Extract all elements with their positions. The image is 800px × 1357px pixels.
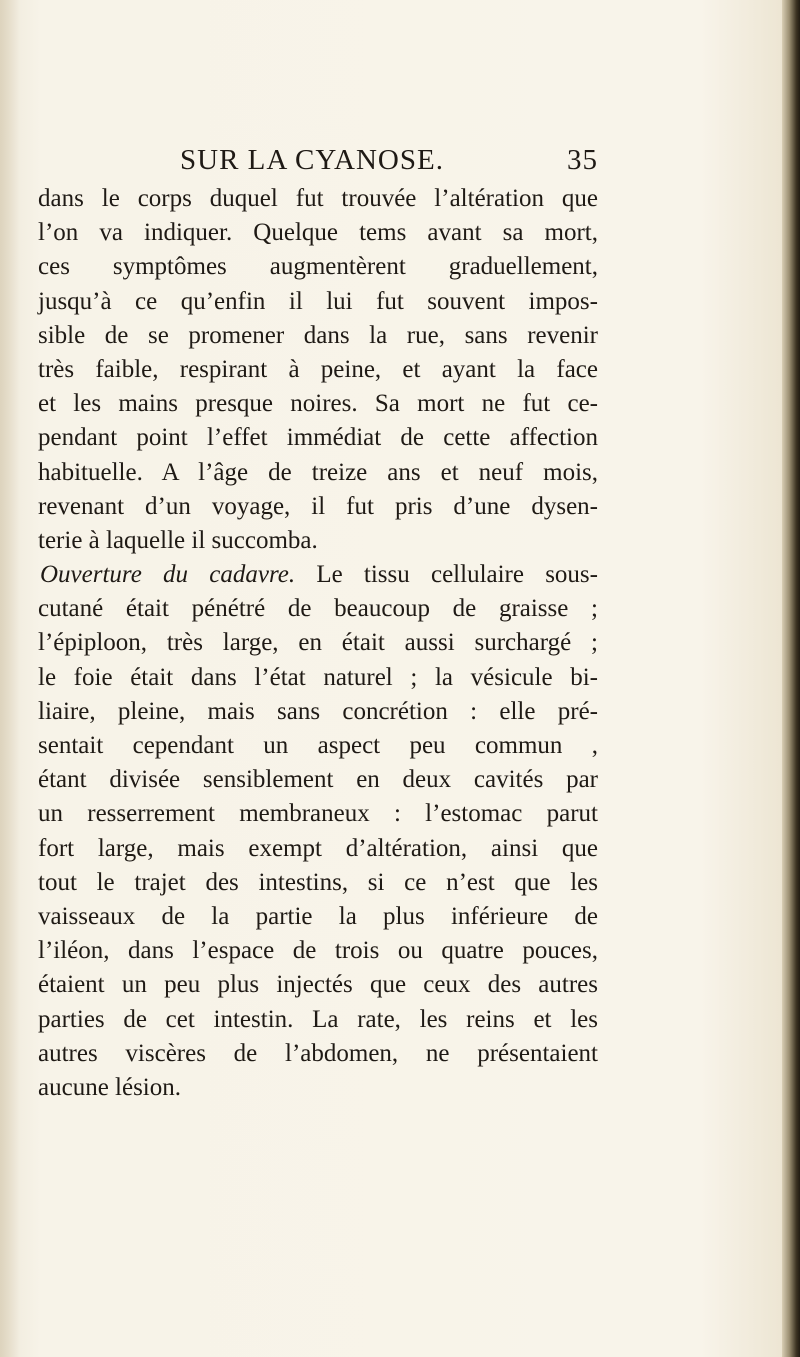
text-line: un resserrement membraneux : l’estomac parut [38, 800, 598, 828]
text-line: l’épiploon, très large, en était aussi surchargé ; [38, 629, 598, 657]
text-line: fort large, mais exempt d’altération, ainsi que [38, 834, 598, 862]
first-line-rest: Le tissu cellulaire sous- [295, 561, 598, 589]
text-line: liaire, pleine, mais sans concrétion : elle pré- [38, 697, 598, 725]
text-line: le foie était dans l’état naturel ; la vésicule bi- [38, 663, 598, 691]
text-line: aucune lésion. [38, 1073, 182, 1101]
page-edge [782, 0, 800, 1357]
text-line: l’on va indiquer. Quelque tems avant sa mort, [38, 219, 598, 247]
running-title: SUR LA CYANOSE. [180, 144, 444, 176]
text-line: et les mains presque noires. Sa mort ne fut ce- [38, 390, 598, 418]
body-text [38, 182, 598, 1105]
page-number: 35 [567, 144, 598, 176]
text-line: autres viscères de l’abdomen, ne présentaient [38, 1039, 598, 1067]
page-header [38, 140, 598, 180]
text-line: terie à laquelle il succomba. [38, 526, 318, 554]
text-line: étant divisée sensiblement en deux cavités par [38, 766, 598, 794]
text-line: cutané était pénétré de beaucoup de graisse ; [38, 595, 598, 623]
text-line: vaisseaux de la partie la plus inférieure de [38, 902, 598, 930]
binding-shadow [0, 0, 20, 1357]
text-line: étaient un peu plus injectés que ceux des autres [38, 971, 598, 999]
text-line: très faible, respirant à peine, et ayant la face [38, 355, 598, 383]
paragraph-start-line [38, 558, 598, 592]
text-line: revenant d’un voyage, il fut pris d’une dysen- [38, 492, 598, 520]
text-line: tout le trajet des intestins, si ce n’est que les [38, 868, 598, 896]
text-line: pendant point l’effet immédiat de cette affection [38, 424, 598, 452]
text-line: ces symptômes augmentèrent graduellement, [38, 253, 598, 281]
text-line: jusqu’à ce qu’enfin il lui fut souvent impos- [38, 287, 598, 315]
text-line: sible de se promener dans la rue, sans revenir [38, 321, 598, 349]
text-line: habituelle. A l’âge de treize ans et neuf mois, [38, 458, 598, 486]
italic-lead: Ouverture du cadavre. [40, 561, 296, 589]
text-line: sentait cependant un aspect peu commun , [38, 732, 598, 759]
text-line: l’iléon, dans l’espace de trois ou quatre pouces, [38, 937, 598, 965]
text-line: dans le corps duquel fut trouvée l’altération que [38, 185, 598, 212]
text-line: parties de cet intestin. La rate, les reins et les [38, 1005, 598, 1033]
